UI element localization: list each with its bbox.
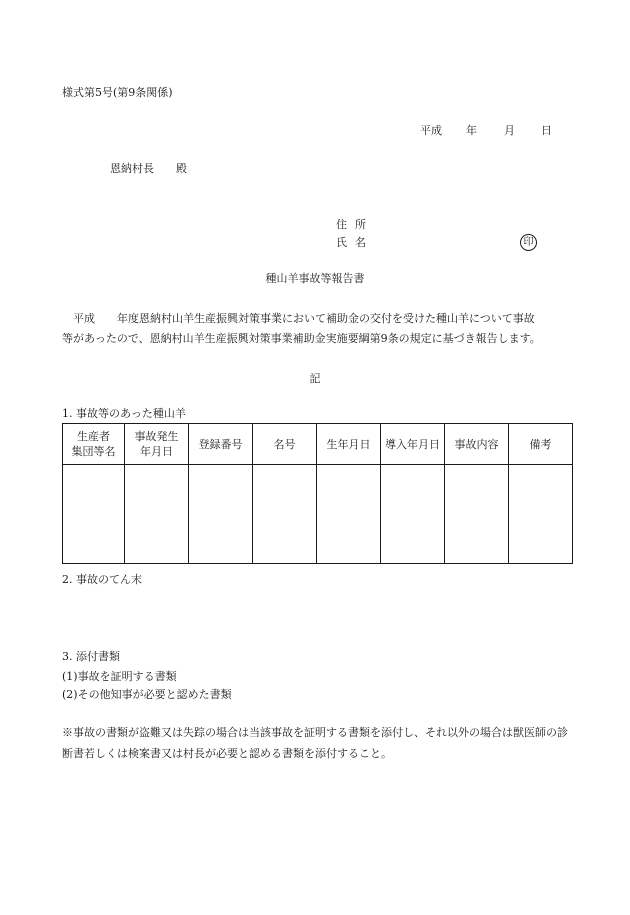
seal-mark: 印 <box>520 234 537 251</box>
table-header-cell: 導入年月日 <box>381 424 445 465</box>
address-row <box>336 218 372 231</box>
table-cell <box>253 465 317 564</box>
table-cell <box>509 465 573 564</box>
section3-heading: 3. 添付書類 <box>62 650 120 663</box>
table-cell <box>317 465 381 564</box>
table-cell <box>125 465 189 564</box>
address-label: 住所 <box>336 218 374 231</box>
table-header-cell: 生産者 集団等名 <box>63 424 125 465</box>
body-line: 等があったので、恩納村山羊生産振興対策事業補助金実施要綱第9条の規定に基づき報告します。 <box>62 332 541 345</box>
date-era: 平成 <box>420 124 442 137</box>
table-cell <box>189 465 253 564</box>
form-number: 様式第5号(第9条関係) <box>62 86 173 99</box>
table-cell <box>63 465 125 564</box>
date-day: 日 <box>541 124 552 137</box>
table-row <box>63 465 573 564</box>
table-header-cell: 備考 <box>509 424 573 465</box>
body-text <box>62 309 574 349</box>
ki-heading: 記 <box>309 372 321 385</box>
date-year: 年 <box>466 124 477 137</box>
table-header-cell: 登録番号 <box>189 424 253 465</box>
table-cell <box>381 465 445 564</box>
section1-heading: 1. 事故等のあった種山羊 <box>62 407 186 420</box>
table-cell <box>445 465 509 564</box>
accident-table <box>62 423 573 564</box>
name-row <box>336 236 372 249</box>
table-header-cell: 事故内容 <box>445 424 509 465</box>
name-label: 氏名 <box>336 236 374 249</box>
addressee: 恩納村長 殿 <box>110 162 187 175</box>
document-title: 種山羊事故等報告書 <box>265 272 365 285</box>
section2-heading: 2. 事故のてん末 <box>62 573 142 586</box>
table-header-cell: 名号 <box>253 424 317 465</box>
attachment-item: (2)その他知事が必要と認めた書類 <box>62 688 232 701</box>
date-line <box>420 124 552 137</box>
body-line: 平成 年度恩納村山羊生産振興対策事業において補助金の交付を受けた種山羊について事故 <box>62 312 535 325</box>
date-month: 月 <box>504 124 515 137</box>
table-header-cell: 事故発生 年月日 <box>125 424 189 465</box>
footnote: ※事故の書類が盗難又は失踪の場合は当該事故を証明する書類を添付し、それ以外の場合は獣医師の診断書若しくは検案書又は村長が必要と認める書類を添付すること。 <box>62 726 568 760</box>
attachment-item: (1)事故を証明する書類 <box>62 670 177 683</box>
table-header-cell: 生年月日 <box>317 424 381 465</box>
table-header-row <box>63 424 573 465</box>
